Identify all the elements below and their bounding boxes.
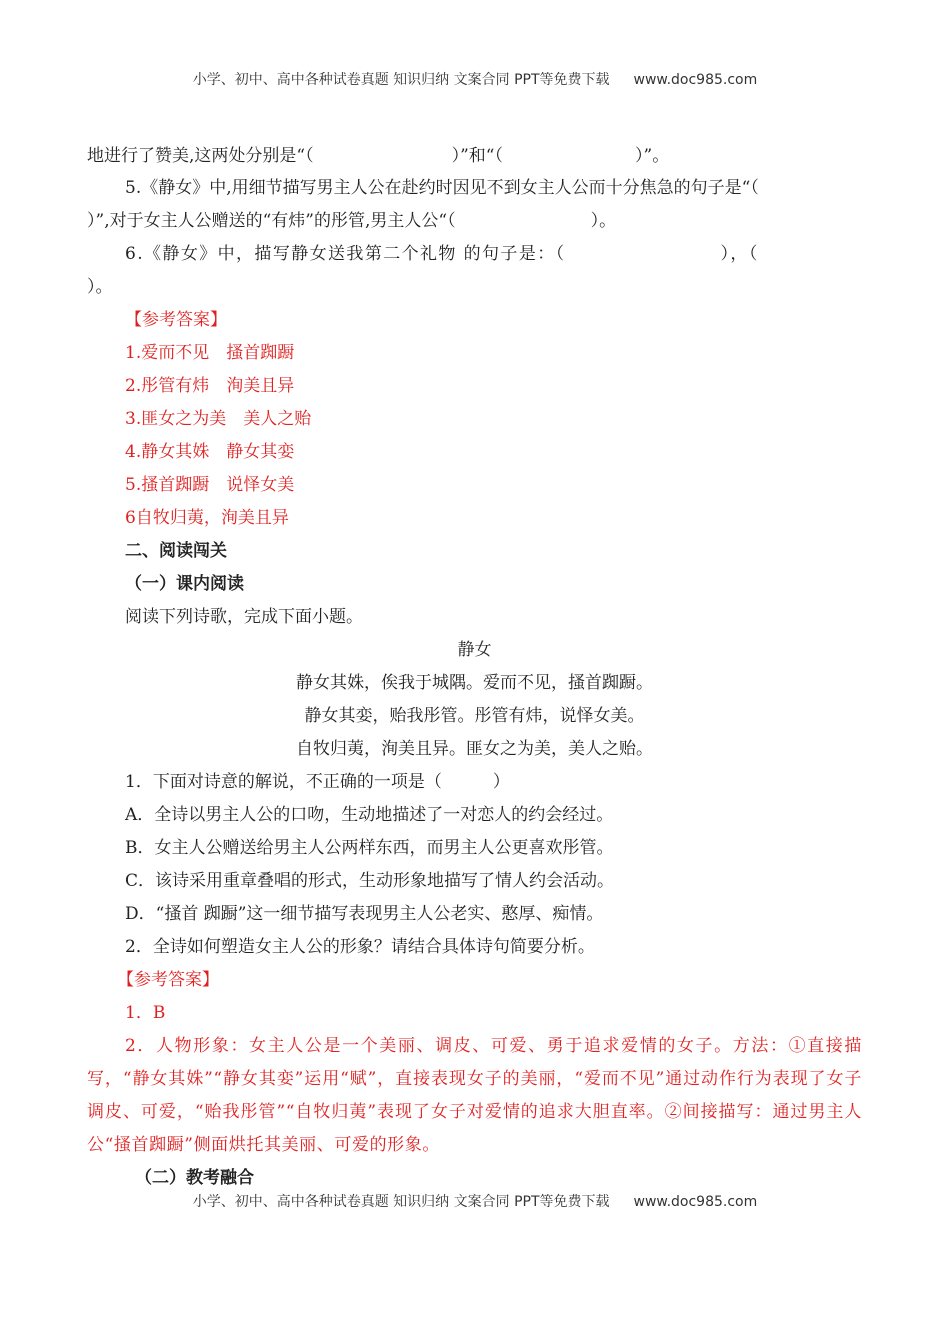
answer2-item-1: 1．B (125, 1003, 166, 1023)
q1-option-b: B．女主人公赠送给男主人公两样东西，而男主人公更喜欢彤管。 (125, 838, 614, 858)
q4-text-a: 地进行了赞美,这两处分别是“（ (87, 146, 314, 166)
poem-line: 静女其娈，贻我彤管。彤管有炜，说怿女美。 (304, 706, 645, 726)
header-site-link[interactable]: www.doc985.com (633, 72, 758, 88)
subsection-title-1: （一）课内阅读 (125, 574, 244, 594)
answer2-item-2: 2．人物形象：女主人公是一个美丽、调皮、可爱、勇于追求爱情的女子。方法：①直接描写，“静女其姝”“静女其娈”运用“赋”，直接表现女子的美丽，“爱而不见”通过动作行为表现了女子调皮、可爱，“贻我彤管”“自牧归荑”表现了女子对爱情的追求大胆直率。②间接描写：通过男主人公“搔首踟蹰”侧面烘托其美丽、可爱的形象。 (87, 1036, 862, 1155)
answer1-item: 1.爱而不见 搔首踟蹰 (125, 343, 295, 363)
q1-option-d: D．“搔首 踟蹰”这一细节描写表现男主人公老实、憨厚、痴情。 (125, 904, 604, 924)
page-footer (0, 1191, 950, 1211)
footer-text: 小学、初中、高中各种试卷真题 知识归纳 文案合同 PPT等免费下载 (192, 1194, 610, 1210)
q6-text-a: 6.《静女》中，描写静女送我第二个礼物 的句子是：（ (125, 244, 566, 264)
answer-title-1: 【参考答案】 (125, 310, 227, 330)
q1-option-a: A．全诗以男主人公的口吻，生动地描述了一对恋人的约会经过。 (125, 805, 614, 825)
section-title: 二、阅读闯关 (125, 541, 227, 561)
q4-text-c: ）”。 (635, 146, 670, 166)
poem-line: 自牧归荑，洵美且异。匪女之为美，美人之贻。 (296, 739, 653, 759)
answer1-item: 4.静女其姝 静女其娈 (125, 442, 295, 462)
q6-line-1 (125, 238, 759, 271)
reading-intro: 阅读下列诗歌，完成下面小题。 (125, 607, 363, 627)
footer-site-link[interactable]: www.doc985.com (633, 1194, 758, 1210)
subsection-title-2: （二）教考融合 (135, 1168, 254, 1188)
q5-text-a: ）”,对于女主人公赠送的“有炜”的彤管,男主人公“（ (87, 211, 456, 231)
answer1-item: 3.匪女之为美 美人之贻 (125, 409, 312, 429)
answer1-item: 2.彤管有炜 洵美且异 (125, 376, 295, 396)
header-text: 小学、初中、高中各种试卷真题 知识归纳 文案合同 PPT等免费下载 (192, 72, 610, 88)
q1-stem: 1．下面对诗意的解说，不正确的一项是（ ） (125, 772, 510, 792)
q6-line-2: ）。 (87, 277, 113, 297)
poem-title: 静女 (457, 640, 492, 660)
q4-tail (87, 140, 669, 173)
q5-text-b: ）。 (590, 211, 617, 231)
q5-line-1: 5.《静女》中,用细节描写男主人公在赴约时因见不到女主人公而十分焦急的句子是“（ (125, 178, 759, 198)
q5-line-2 (87, 205, 616, 238)
page-header (0, 69, 950, 89)
answer-title-2: 【参考答案】 (117, 970, 219, 990)
q4-text-b: ）”和“（ (451, 146, 503, 166)
q1-option-c: C．该诗采用重章叠唱的形式，生动形象地描写了情人约会活动。 (125, 871, 615, 891)
q2-stem: 2．全诗如何塑造女主人公的形象？请结合具体诗句简要分析。 (125, 937, 595, 957)
q6-text-b: ），（ (720, 244, 759, 264)
answer1-item: 6自牧归荑，洵美且异 (125, 508, 289, 528)
poem-line: 静女其姝，俟我于城隅。爱而不见，搔首踟蹰。 (296, 673, 653, 693)
answer1-item: 5.搔首踟蹰 说怿女美 (125, 475, 295, 495)
